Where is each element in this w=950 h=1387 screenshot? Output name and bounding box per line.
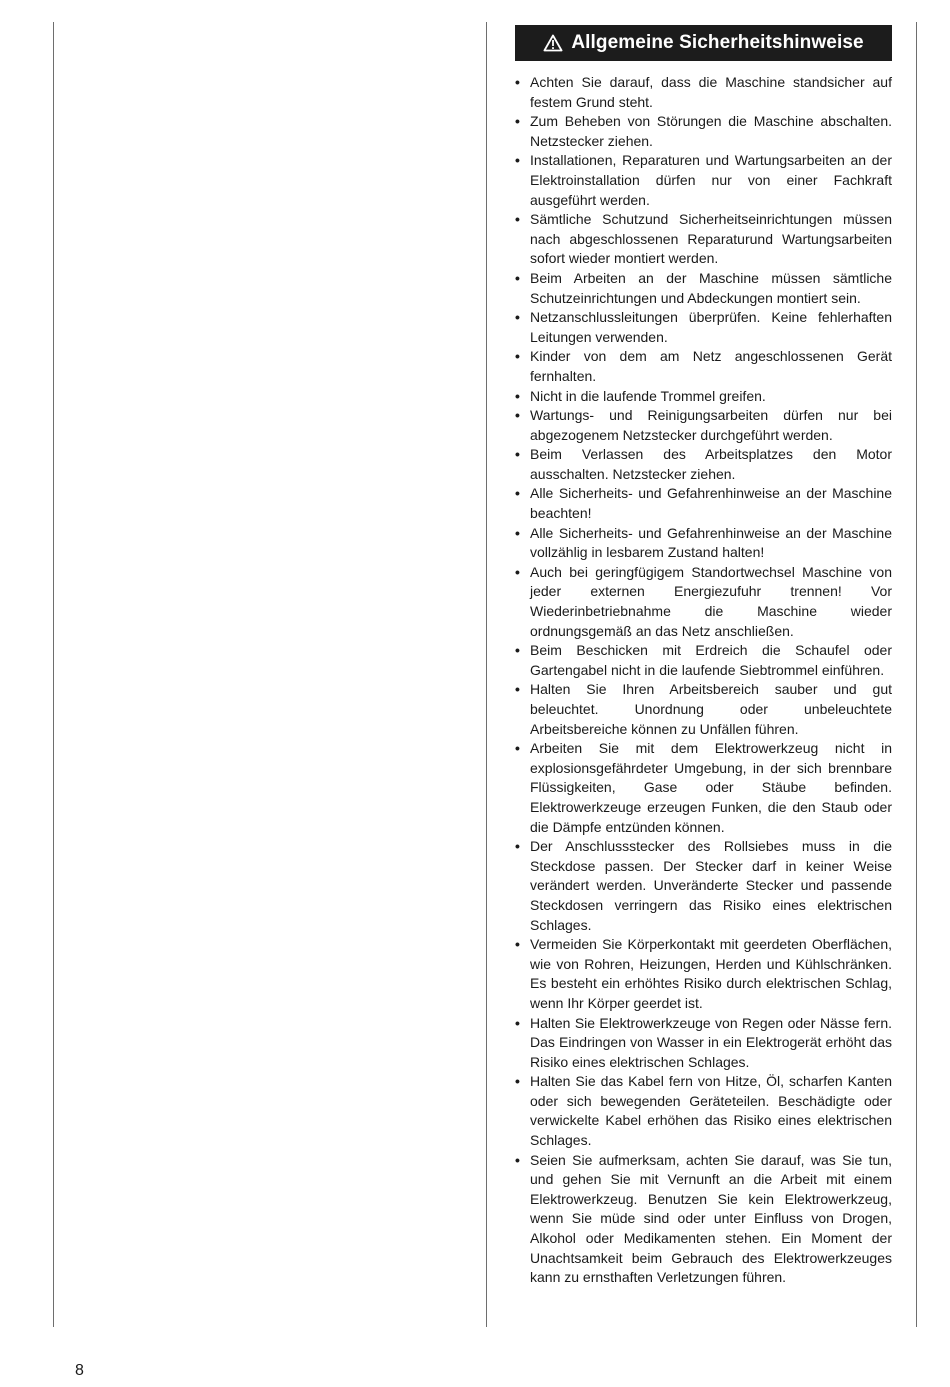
page-number: 8 <box>75 1362 84 1379</box>
list-item-text: Beim Beschicken mit Erdreich die Schaufel oder Gartengabel nicht in die laufende Siebtrommel einführen. <box>530 642 892 678</box>
bullet-marker: • <box>515 681 520 698</box>
bullet-marker: • <box>515 407 520 424</box>
list-item-text: Achten Sie darauf, dass die Maschine standsicher auf festem Grund steht. <box>530 74 892 110</box>
bullet-marker: • <box>515 446 520 463</box>
bullet-marker: • <box>515 936 520 953</box>
list-item <box>515 406 892 445</box>
safety-instructions-list <box>515 73 892 1288</box>
list-item <box>515 837 892 935</box>
list-item <box>515 210 892 269</box>
list-item <box>515 445 892 484</box>
list-item <box>515 387 892 407</box>
list-item-text: Halten Sie das Kabel fern von Hitze, Öl, scharfen Kanten oder sich bewegenden Geräteteilen. Beschädigte oder verwickelte Kabel erhöhen das Risiko eines elektrischen Schlages. <box>530 1073 892 1149</box>
list-item-text: Alle Sicherheits- und Gefahrenhinweise an der Maschine beachten! <box>530 485 892 522</box>
bullet-marker: • <box>515 309 520 326</box>
bullet-marker: • <box>515 1073 520 1090</box>
list-item-text: Sämtliche Schutzund Sicherheitseinrichtungen müssen nach abgeschlossenen Reparaturund Wartungsarbeiten sofort wieder montiert werden. <box>530 211 892 267</box>
list-item-text: Vermeiden Sie Körperkontakt mit geerdeten Oberflächen, wie von Rohren, Heizungen, Herden und Kühlschränken. Es besteht ein erhöhtes Risiko durch elektrischen Schlag, wenn Ihr Körper geerdet ist. <box>530 936 892 1011</box>
section-title: Allgemeine Sicherheitshinweise <box>571 32 864 53</box>
list-item-text: Halten Sie Ihren Arbeitsbereich sauber und gut beleuchtet. Unordnung oder unbeleuchtete Arbeitsbereiche können zu Unfällen führen. <box>530 681 892 737</box>
list-item <box>515 1072 892 1150</box>
warning-triangle-icon <box>543 34 563 52</box>
bullet-marker: • <box>515 740 520 757</box>
list-item <box>515 269 892 308</box>
list-item <box>515 73 892 112</box>
list-item <box>515 112 892 151</box>
bullet-marker: • <box>515 838 520 855</box>
list-item <box>515 484 892 523</box>
list-item <box>515 680 892 739</box>
list-item <box>515 524 892 563</box>
list-item-text: Der Anschlussstecker des Rollsiebes muss in die Steckdose passen. Der Stecker darf in keiner Weise verändert werden. Unveränderte Stecker und passende Steckdosen verringern das Risiko eines elektrischen Schlages. <box>530 838 892 933</box>
bullet-marker: • <box>515 387 520 404</box>
bullet-marker: • <box>515 152 520 169</box>
bullet-marker: • <box>515 348 520 365</box>
list-item-text: Zum Beheben von Störungen die Maschine abschalten. Netzstecker ziehen. <box>530 113 892 149</box>
list-item <box>515 151 892 210</box>
list-item-text: Kinder von dem am Netz angeschlossenen Gerät fernhalten. <box>530 348 892 384</box>
list-item <box>515 1151 892 1288</box>
column-divider-left <box>53 22 54 1327</box>
section-header <box>515 25 892 61</box>
bullet-marker: • <box>515 485 520 502</box>
list-item <box>515 347 892 386</box>
column-divider-right <box>916 22 917 1327</box>
list-item <box>515 308 892 347</box>
list-item-text: Installationen, Reparaturen und Wartungsarbeiten an der Elektroinstallation dürfen nur von einer Fachkraft ausgeführt werden. <box>530 152 892 208</box>
bullet-marker: • <box>515 563 520 580</box>
bullet-marker: • <box>515 269 520 286</box>
list-item-text: Halten Sie Elektrowerkzeuge von Regen oder Nässe fern. Das Eindringen von Wasser in ein Elektrogerät erhöht das Risiko eines elektrischen Schlages. <box>530 1014 892 1070</box>
list-item <box>515 641 892 680</box>
list-item-text: Arbeiten Sie mit dem Elektrowerkzeug nicht in explosionsgefährdeter Umgebung, in der sich brennbare Flüssigkeiten, Gase oder Stäube befinden. Elektrowerkzeuge erzeugen Funken, die den Staub oder die Dämpfe entzünden können. <box>530 740 892 835</box>
bullet-marker: • <box>515 113 520 130</box>
list-item-text: Beim Verlassen des Arbeitsplatzes den Motor ausschalten. Netzstecker ziehen. <box>530 446 892 482</box>
list-item <box>515 563 892 641</box>
list-item-text: Nicht in die laufende Trommel greifen. <box>530 387 766 404</box>
list-item-text: Alle Sicherheits- und Gefahrenhinweise an der Maschine vollzählig in lesbarem Zustand halten! <box>530 524 892 561</box>
bullet-marker: • <box>515 642 520 659</box>
list-item-text: Netzanschlussleitungen überprüfen. Keine fehlerhaften Leitungen verwenden. <box>530 309 892 345</box>
list-item <box>515 935 892 1013</box>
bullet-marker: • <box>515 524 520 541</box>
list-item <box>515 1014 892 1073</box>
bullet-marker: • <box>515 211 520 228</box>
bullet-marker: • <box>515 1014 520 1031</box>
list-item-text: Auch bei geringfügigem Standortwechsel Maschine von jeder externen Energiezufuhr trennen! Vor Wiederinbetriebnahme die Maschine wieder ordnungsgemäß an das Netz anschließen. <box>530 563 892 639</box>
column-divider-middle <box>486 22 487 1327</box>
bullet-marker: • <box>515 74 520 90</box>
list-item-text: Beim Arbeiten an der Maschine müssen sämtliche Schutzeinrichtungen und Abdeckungen montiert sein. <box>530 269 892 306</box>
list-item <box>515 739 892 837</box>
bullet-marker: • <box>515 1151 520 1168</box>
list-item-text: Wartungs- und Reinigungsarbeiten dürfen nur bei abgezogenem Netzstecker durchgeführt werden. <box>530 407 892 443</box>
list-item-text: Seien Sie aufmerksam, achten Sie darauf, was Sie tun, und gehen Sie mit Vernunft an die Arbeit mit einem Elektrowerkzeug. Benutzen Sie kein Elektrowerkzeug, wenn Sie müde sind oder unter Einfluss von Drogen, Alkohol oder Medikamenten stehen. Ein Moment der Unachtsamkeit beim Gebrauch des Elektrowerkzeuges kann zu ernsthaften Verletzungen führen. <box>530 1151 892 1286</box>
